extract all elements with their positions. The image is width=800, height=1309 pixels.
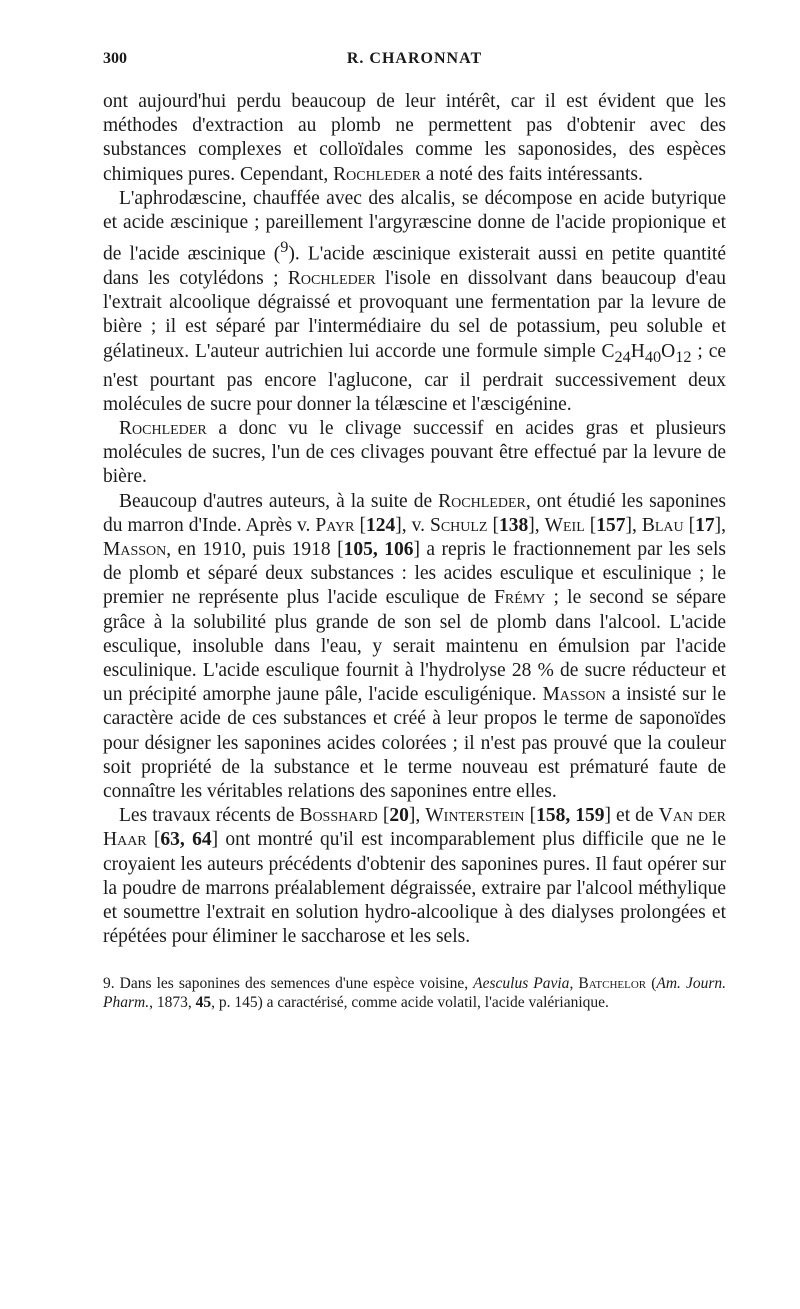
paragraph-5: Les travaux récents de Bosshard [20], Winterstein [158, 159] et de Van der Haar [63, 64] ont montré qu'il est incomparablement plus difficile que ne le croyaient les auteurs précédents d'obtenir des saponines pures. Il faut opérer sur la poudre de marrons préalablement dégraissée, extraire par l'alcool méthylique et soumettre l'extrait en solution hydro-alcoolique à des dialyses prolongées et répétées pour éliminer le saccharose et les sels. bbox=[103, 805, 726, 948]
reference-number: 20 bbox=[389, 805, 409, 827]
reference-number: 158, 159 bbox=[536, 805, 605, 827]
author-name: Batchelor bbox=[578, 974, 647, 992]
author-name: Bosshard bbox=[299, 805, 378, 827]
paragraph-4: Beaucoup d'autres auteurs, à la suite de Rochleder, ont étudié les saponines du marron d'Inde. Après v. Payr [124], v. Schulz [138], Weil [157], Blau [17], Masson, en 1910, puis 1918 [105, 106] a repris le fractionnement par les sels de plomb et séparé deux substances : les acides esculique et esculinique ; le premier ne représente plus l'acide esculique de Frémy ; le second se sépare grâce à la solubilité plus grande de son sel de plomb dans l'alcool. L'acide esculique, insoluble dans l'eau, y serait maintenu en émulsion par l'acide esculinique. L'acide esculique fournit à l'hydrolyse 28 % de sucre réducteur et un précipité amorphe jaune pâle, l'acide esculigénique. Masson a insisté sur le caractère acide de ces substances et créé à leur propos le terme de saponoïdes pour désigner les saponines acides colorées ; il n'est pas prouvé que la couleur soit propriété de la substance et le terme nouveau est prématuré faute de connaître les véritables relations des saponines entre elles. bbox=[103, 490, 727, 803]
author-name: Weil bbox=[544, 514, 585, 536]
running-title: R. CHARONNAT bbox=[346, 50, 483, 67]
reference-number: 63, 64 bbox=[160, 829, 212, 851]
footnote-number: 9. bbox=[103, 974, 115, 992]
reference-number: 17 bbox=[695, 514, 715, 536]
reference-number: 124 bbox=[366, 514, 396, 536]
footnote-reference: 9 bbox=[280, 238, 289, 257]
author-name: Winterstein bbox=[425, 805, 525, 827]
author-name: Schulz bbox=[429, 514, 488, 536]
author-name: Frémy bbox=[494, 587, 546, 609]
author-name: Rochleder bbox=[119, 418, 207, 440]
author-name: Blau bbox=[641, 514, 684, 536]
chemical-formula: $C_{24}H_{40}O_{12}$ bbox=[601, 340, 692, 366]
paragraph-2: L'aphrodæscine, chauffée avec des alcalis, se décompose en acide butyrique et acide æscinique ; pareillement l'argyræscine donne de l'acide propionique et de l'acide æscinique ($^9$). L'acide æscinique existerait aussi en petite quantité dans les cotylédons ; Rochleder l'isole en dissolvant dans beaucoup d'eau l'extrait alcoolique dégraissé et provoquant une fermentation par la levure de bière ; il est séparé par l'intermédiaire du sel de potassium, peu soluble et gélatineux. L'auteur autrichien lui accorde une formule simple $C_{24}H_{40}O_{12}$ ; ce n'est pourtant pas encore l'aglucone, car il perdrait successivement deux molécules de sucre pour donner la télæscine et l'æscigénine. bbox=[103, 187, 727, 415]
author-name: Van der Haar bbox=[103, 805, 726, 851]
running-header bbox=[103, 50, 726, 74]
reference-number: 157 bbox=[596, 514, 626, 536]
reference-number: 105, 106 bbox=[343, 539, 414, 561]
paragraph-3: Rochleder a donc vu le clivage successif en acides gras et plusieurs molécules de sucres, l'un de ces clivages pouvant être effectué par la levure de bière. bbox=[103, 418, 726, 488]
footnote-9: 9. Dans les saponines des semences d'une espèce voisine, Aesculus Pavia, Batchelor (Am. Journ. Pharm., 1873, 45, p. 145) a caractérisé, comme acide volatil, l'acide valérianique. bbox=[103, 974, 726, 1011]
page-number: 300 bbox=[103, 50, 127, 67]
footnotes bbox=[103, 974, 726, 1012]
volume-number: 45 bbox=[195, 993, 212, 1011]
author-name: Payr bbox=[315, 514, 355, 536]
author-name: Rochleder bbox=[438, 490, 526, 512]
author-name: Masson bbox=[542, 684, 606, 706]
species-name: Aesculus Pavia bbox=[473, 974, 570, 992]
author-name: Masson bbox=[103, 539, 167, 561]
author-name: Rochleder bbox=[287, 267, 376, 289]
journal-name: Am. Journ. Pharm. bbox=[103, 974, 726, 1011]
reference-number: 138 bbox=[498, 514, 529, 536]
author-name: Rochleder bbox=[333, 163, 421, 185]
paragraph-1: ont aujourd'hui perdu beaucoup de leur intérêt, car il est évident que les méthodes d'extraction au plomb ne permettent pas d'obtenir avec des substances complexes et colloïdales comme les saponosides, des espèces chimiques pures. Cependant, Rochleder a noté des faits intéressants. bbox=[103, 91, 726, 185]
body-text bbox=[103, 90, 726, 950]
page bbox=[103, 50, 726, 1012]
